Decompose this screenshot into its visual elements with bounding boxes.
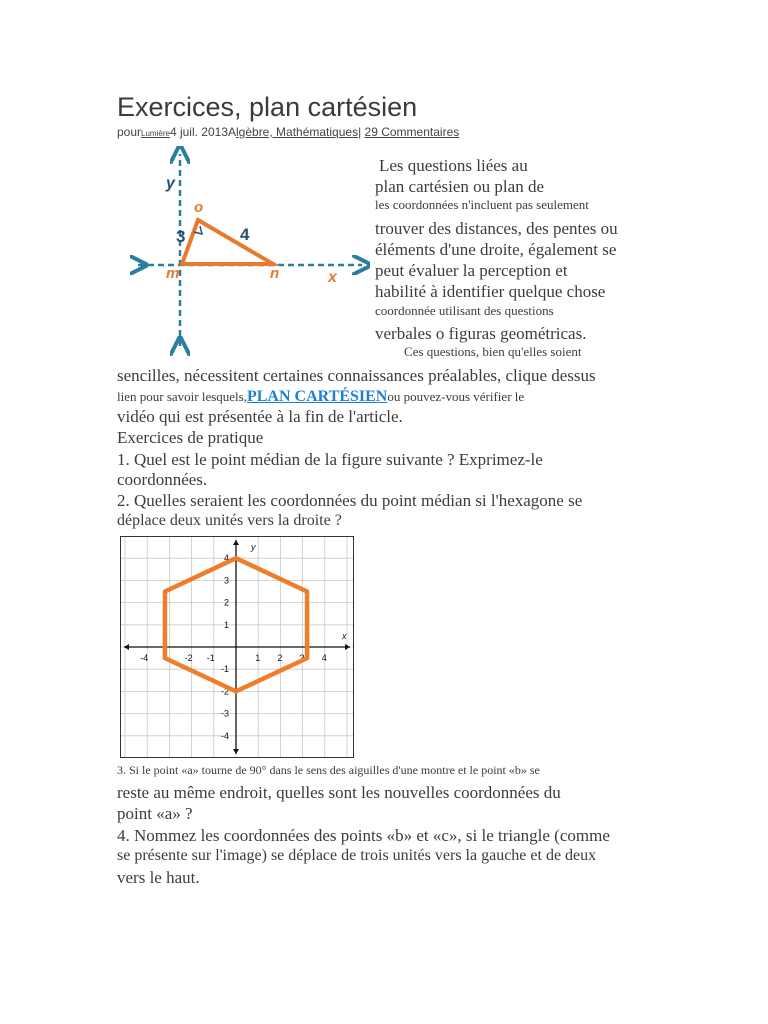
x-tick-label: 4	[321, 653, 327, 663]
triangle-figure	[130, 146, 370, 356]
side-4-label: 4	[240, 225, 250, 244]
y-axis-arrow-down	[233, 749, 239, 754]
axis-x-label: x	[328, 269, 337, 286]
intro-line-12-end: ou pouvez-vous vérifier le	[387, 389, 525, 404]
comments-link[interactable]: 29 Commentaires	[364, 125, 460, 139]
category-a: A	[227, 125, 236, 139]
question-3-line-3: point «a» ?	[117, 804, 193, 823]
y-tick-label: -3	[221, 708, 230, 719]
intro-line-10: Ces questions, bien qu'elles soient	[404, 344, 582, 359]
y-tick-label: 1	[224, 619, 230, 630]
axis-y-label: y	[166, 175, 175, 192]
y-tick-label: 4	[224, 553, 230, 564]
intro-line-5: éléments d'une droite, également se	[375, 240, 617, 259]
page-title: Exercices, plan cartésien	[117, 92, 418, 122]
intro-line-12	[117, 388, 524, 406]
vertex-o-label: o	[194, 199, 204, 216]
intro-line-3: les coordonnées n'incluent pas seulement	[375, 197, 589, 212]
x-axis-arrow-right	[345, 644, 350, 650]
intro-line-12-start: lien pour savoir lesquels,	[117, 389, 247, 404]
x-tick-label: 3	[299, 653, 305, 663]
question-3-line-2: reste au même endroit, quelles sont les nouvelles coordonnées du	[117, 783, 561, 802]
question-4-line-3: vers le haut.	[117, 868, 200, 887]
question-2-line-1: 2. Quelles seraient les coordonnées du point médian si l'hexagone se	[117, 491, 583, 510]
question-4-line-2: se présente sur l'image) se déplace de trois unités vers la gauche et de deux	[117, 847, 597, 864]
intro-line-1: Les questions liées au	[379, 156, 528, 175]
intro-line-7: habilité à identifier quelque chose	[375, 282, 606, 301]
article-meta	[117, 125, 459, 139]
exercises-heading: Exercices de pratique	[117, 428, 264, 447]
intro-line-8: coordonnée utilisant des questions	[375, 303, 554, 318]
triangle-shape	[182, 220, 273, 264]
x-tick-label: -1	[206, 653, 215, 663]
hexagon-axis-y-label: y	[251, 542, 256, 552]
question-1-line-2: coordonnées.	[117, 470, 208, 489]
meta-prefix: pour	[117, 125, 142, 139]
question-2-line-2: déplace deux unités vers la droite ?	[117, 512, 342, 529]
side-3-label: 3	[176, 227, 186, 246]
hexagon-axis-x-label: x	[342, 631, 347, 641]
x-tick-label: -4	[140, 653, 149, 663]
y-tick-label: 3	[224, 575, 230, 586]
intro-line-13: vidéo qui est présentée à la fin de l'article.	[117, 407, 403, 426]
vertex-m-label: m	[166, 265, 180, 282]
intro-line-4: trouver des distances, des pentes ou	[375, 219, 618, 238]
intro-line-9: verbales o figuras geométricas.	[375, 324, 587, 343]
x-tick-label: -2	[184, 653, 193, 663]
vertex-n-label: n	[270, 265, 280, 282]
y-tick-label: 2	[224, 597, 230, 608]
y-tick-label: -4	[221, 730, 230, 741]
intro-line-11: sencilles, nécessitent certaines connaissances préalables, clique dessus	[117, 366, 596, 385]
question-4-line-1: 4. Nommez les coordonnées des points «b» et «c», si le triangle (comme	[117, 826, 610, 845]
question-3-line-1: 3. Si le point «a» tourne de 90° dans le sens des aiguilles d'une montre et le point «b» se	[117, 763, 540, 777]
plan-cartesien-link[interactable]: PLAN CARTÉSIEN	[246, 388, 388, 405]
hexagon-figure	[120, 536, 354, 758]
intro-line-6: peut évaluer la perception et	[375, 261, 568, 280]
x-tick-label: 2	[277, 653, 283, 663]
question-1-line-1: 1. Quel est le point médian de la figure suivante ? Exprimez-le	[117, 450, 543, 469]
y-tick-label: -1	[221, 664, 230, 675]
meta-separator: |	[358, 125, 365, 139]
y-axis-arrow-up	[233, 540, 239, 545]
x-tick-label: 1	[255, 653, 261, 663]
post-date: 4 juil. 2013	[169, 125, 228, 139]
intro-line-2: plan cartésien ou plan de	[375, 177, 544, 196]
y-tick-label: -2	[221, 686, 230, 697]
author-link[interactable]: Lumière	[141, 129, 170, 138]
category-link[interactable]: lgèbre, Mathématiques	[236, 125, 359, 139]
